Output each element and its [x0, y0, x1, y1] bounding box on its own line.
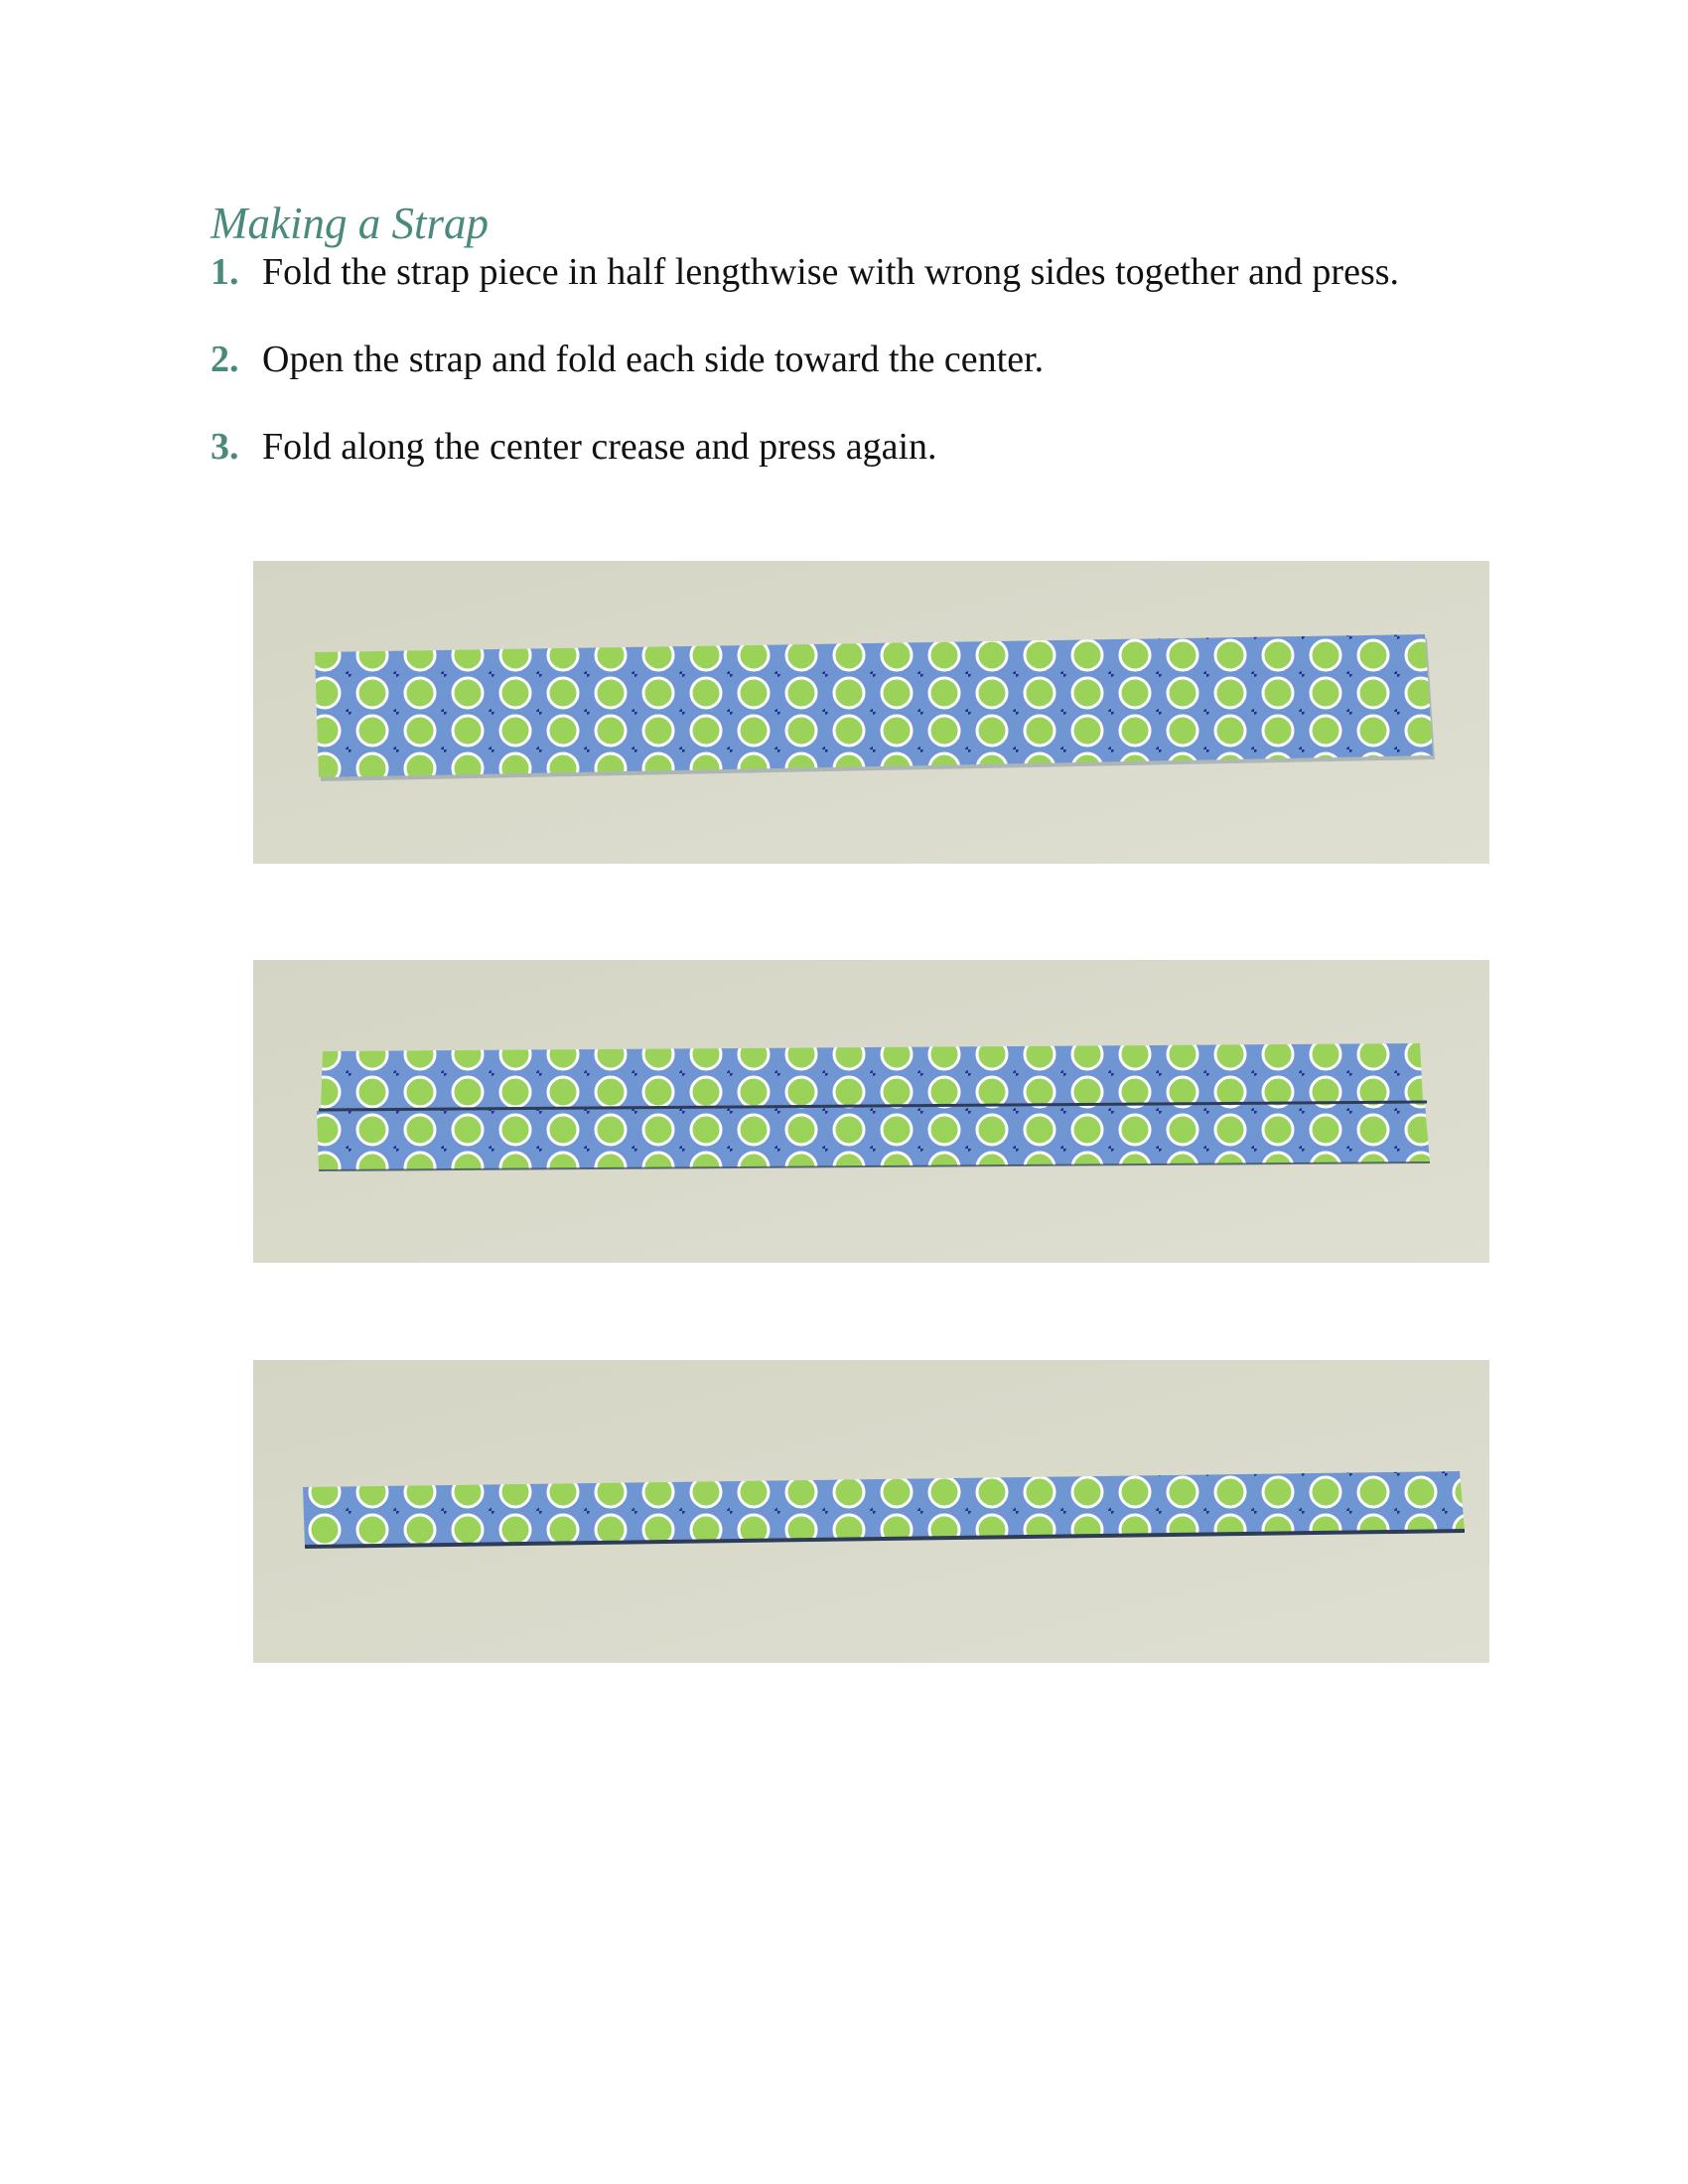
step-number: 2. — [211, 339, 239, 380]
step-text: Fold the strap piece in half lengthwise with wrong sides together and press. — [262, 251, 1400, 293]
step-1 — [211, 248, 1462, 296]
photo-strap-folded-in-half — [253, 561, 1489, 864]
instruction-steps — [211, 248, 1462, 510]
step-3 — [211, 423, 1462, 471]
section-heading: Making a Strap — [211, 199, 489, 248]
photo-strap-folded-along-crease — [253, 1360, 1489, 1663]
step-number: 1. — [211, 251, 239, 293]
step-2 — [211, 336, 1462, 383]
step-number: 3. — [211, 426, 239, 468]
step-text: Fold along the center crease and press again. — [262, 426, 937, 468]
step-text: Open the strap and fold each side toward the center. — [262, 339, 1045, 380]
photo-strap-sides-folded-to-center — [253, 960, 1489, 1263]
